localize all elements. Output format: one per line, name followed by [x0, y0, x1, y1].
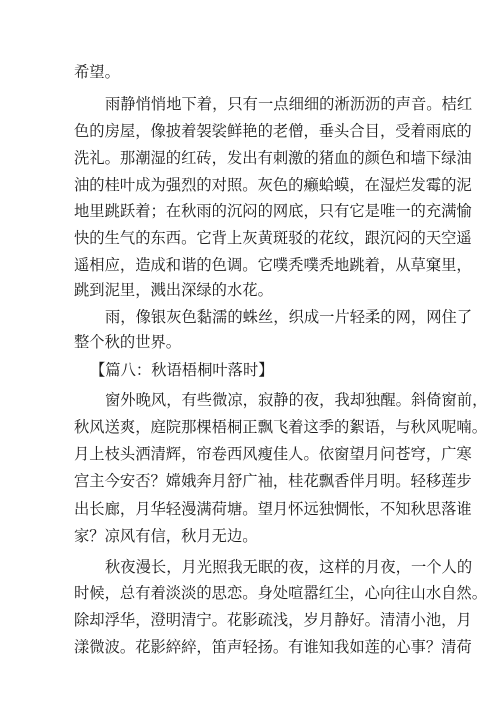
text-line-16: 出长廊，月华轻漫满荷塘。望月怀远独惆怅，不知秋思落谁 [74, 500, 472, 518]
text-line-6: 地里跳跃着；在秋雨的沉闷的网底，只有它是唯一的充满愉 [74, 202, 472, 220]
section-heading: 【篇八：秋语梧桐叶落时】 [90, 361, 274, 379]
text-line-17: 家？凉风有信，秋月无边。 [74, 527, 258, 545]
text-line-12: 窗外晚风，有些微凉，寂静的夜，我却独醒。斜倚窗前， [105, 391, 488, 409]
text-line-13: 秋风送爽，庭院那棵梧桐正飘飞着这季的絮语，与秋风呢喃。 [74, 418, 488, 436]
text-line-8: 遥相应，造成和谐的色调。它噗秃噗秃地跳着，从草窠里， [74, 256, 472, 274]
text-line-15: 宫主今安否？嫦娥奔月舒广袖，桂花飘香伴月明。轻移莲步 [74, 472, 472, 490]
text-line-21: 漾微波。花影綷綷，笛声轻扬。有谁知我如莲的心事？清荷 [74, 638, 472, 656]
text-line-14: 月上枝头洒清辉，帘卷西风瘦佳人。依窗望月问苍穹，广寒 [74, 445, 472, 463]
text-line-7: 快的生气的东西。它背上灰黄斑驳的花纹，跟沉闷的天空遥 [74, 229, 472, 247]
text-line-11: 整个秋的世界。 [74, 333, 182, 351]
text-line-2: 雨静悄悄地下着，只有一点细细的淅沥沥的声音。桔红 [105, 95, 473, 113]
text-line-20: 除却浮华，澄明清宁。花影疏浅，岁月静好。清清小池，月 [74, 611, 472, 629]
text-line-18: 秋夜漫长，月光照我无眠的夜，这样的月夜，一个人的 [105, 558, 473, 576]
text-line-3: 色的房屋，像披着袈裟鲜艳的老僧，垂头合目，受着雨底的 [74, 122, 472, 140]
text-line-9: 跳到泥里，溅出深绿的水花。 [74, 281, 273, 299]
text-line-1: 希望。 [74, 63, 120, 81]
text-line-10: 雨，像银灰色黏濡的蛛丝，织成一片轻柔的网，网住了 [105, 308, 473, 326]
text-line-19: 时候，总有着淡淡的思恋。身处喧嚣红尘，心向往山水自然。 [74, 584, 488, 602]
text-line-5: 油的桂叶成为强烈的对照。灰色的癞蛤蟆，在湿烂发霉的泥 [74, 176, 472, 194]
text-line-4: 洗礼。那潮湿的红砖，发出有刺激的猪血的颜色和墙下绿油 [74, 149, 472, 167]
